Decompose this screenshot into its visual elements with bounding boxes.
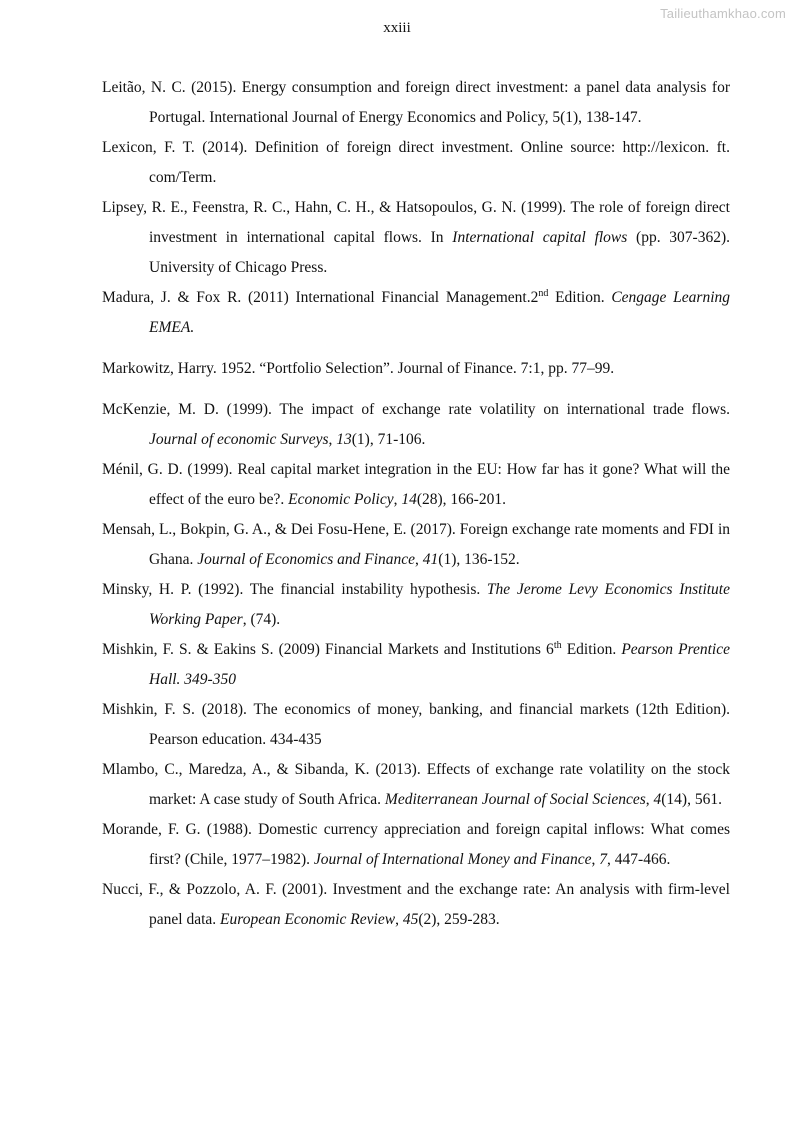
reference-entry — [102, 695, 730, 755]
reference-text: , — [415, 551, 423, 568]
reference-entry — [102, 354, 730, 384]
italic-text: Cengage Learning EMEA. — [149, 289, 731, 336]
reference-text: , 447-466. — [607, 851, 671, 868]
reference-text: , — [645, 791, 654, 808]
reference-text: , — [395, 911, 403, 928]
reference-entry — [102, 133, 730, 193]
italic-text: Economic Policy — [288, 491, 394, 508]
italic-text: 41 — [422, 551, 439, 568]
reference-text: Mishkin, F. S. (2018). The economics of money, banking, and financial markets (12th Edition). Pearson education. 434-435 — [102, 701, 730, 748]
reference-text: (1), 71-106. — [351, 431, 426, 448]
reference-text: , — [591, 851, 600, 868]
page-number: xxiii — [383, 20, 411, 36]
italic-text: 7 — [599, 851, 608, 868]
italic-text: Journal of economic Surveys — [149, 431, 329, 448]
reference-text: (1), 136-152. — [438, 551, 520, 568]
reference-text: McKenzie, M. D. (1999). The impact of exchange rate volatility on international trade flows. — [102, 401, 730, 418]
italic-text: Journal of International Money and Finance — [313, 851, 592, 868]
reference-text: Mishkin, F. S. & Eakins S. (2009) Financial Markets and Institutions 6 — [102, 641, 554, 658]
reference-text: Markowitz, Harry. 1952. “Portfolio Selection”. Journal of Finance. 7:1, pp. 77–99. — [102, 360, 615, 377]
italic-text: International capital flows — [452, 229, 628, 246]
reference-text: (2), 259-283. — [418, 911, 500, 928]
reference-entry — [102, 515, 730, 575]
reference-entry — [102, 193, 730, 283]
reference-text: Minsky, H. P. (1992). The financial instability hypothesis. — [102, 581, 487, 598]
reference-text: Nucci, F., & Pozzolo, A. F. (2001). Investment and the exchange rate: An analysis with firm-level panel data. — [102, 881, 730, 928]
reference-entry — [102, 395, 730, 455]
reference-entry — [102, 283, 730, 343]
reference-entry — [102, 755, 730, 815]
reference-text: , (74). — [242, 611, 281, 628]
italic-text: 4 — [653, 791, 662, 808]
reference-text: Lexicon, F. T. (2014). Definition of foreign direct investment. Online source: http://lexicon. ft. com/Term. — [102, 139, 730, 186]
italic-text: Mediterranean Journal of Social Sciences — [384, 791, 646, 808]
reference-text: Morande, F. G. (1988). Domestic currency appreciation and foreign capital inflows: What comes first? (Chile, 1977–1982). — [102, 821, 730, 868]
superscript-text: nd — [538, 287, 549, 299]
reference-text: Ménil, G. D. (1999). Real capital market integration in the EU: How far has it gone? What will the effect of the euro be?. — [102, 461, 730, 508]
italic-text: European Economic Review — [220, 911, 396, 928]
reference-entry — [102, 815, 730, 875]
italic-text: 14 — [401, 491, 417, 508]
italic-text: The Jerome Levy Economics Institute Working Paper — [149, 581, 730, 628]
reference-text: (28), 166-201. — [416, 491, 506, 508]
reference-text: Mlambo, C., Maredza, A., & Sibanda, K. (2013). Effects of exchange rate volatility on the stock market: A case study of South Africa. — [102, 761, 730, 808]
italic-text: 45 — [402, 911, 419, 928]
reference-entry — [102, 455, 730, 515]
reference-text: , — [393, 491, 402, 508]
reference-text: (pp. 307-362). University of Chicago Press. — [149, 229, 730, 276]
reference-entry — [102, 73, 730, 133]
reference-text: Madura, J. & Fox R. (2011) International Financial Management.2 — [102, 289, 539, 306]
reference-list — [102, 73, 730, 935]
reference-text: Edition. — [561, 641, 622, 658]
reference-text: , — [328, 431, 337, 448]
italic-text: Pearson Prentice Hall. 349-350 — [149, 641, 730, 688]
italic-text: 13 — [336, 431, 352, 448]
reference-entry — [102, 635, 730, 695]
reference-text: Edition. — [548, 289, 612, 306]
reference-text: Lipsey, R. E., Feenstra, R. C., Hahn, C. H., & Hatsopoulos, G. N. (1999). The role of foreign direct investment in international capital flows. In — [102, 199, 730, 246]
reference-text: Mensah, L., Bokpin, G. A., & Dei Fosu-Hene, E. (2017). Foreign exchange rate moments and FDI in Ghana. — [102, 521, 730, 568]
reference-text: Leitão, N. C. (2015). Energy consumption and foreign direct investment: a panel data analysis for Portugal. International Journal of Energy Economics and Policy, 5(1), 138-147. — [102, 79, 730, 126]
italic-text: Journal of Economics and Finance — [197, 551, 416, 568]
reference-entry — [102, 575, 730, 635]
superscript-text: th — [553, 639, 562, 651]
watermark-text: Tailieuthamkhao.com — [660, 6, 786, 21]
reference-entry — [102, 875, 730, 935]
reference-text: (14), 561. — [661, 791, 722, 808]
